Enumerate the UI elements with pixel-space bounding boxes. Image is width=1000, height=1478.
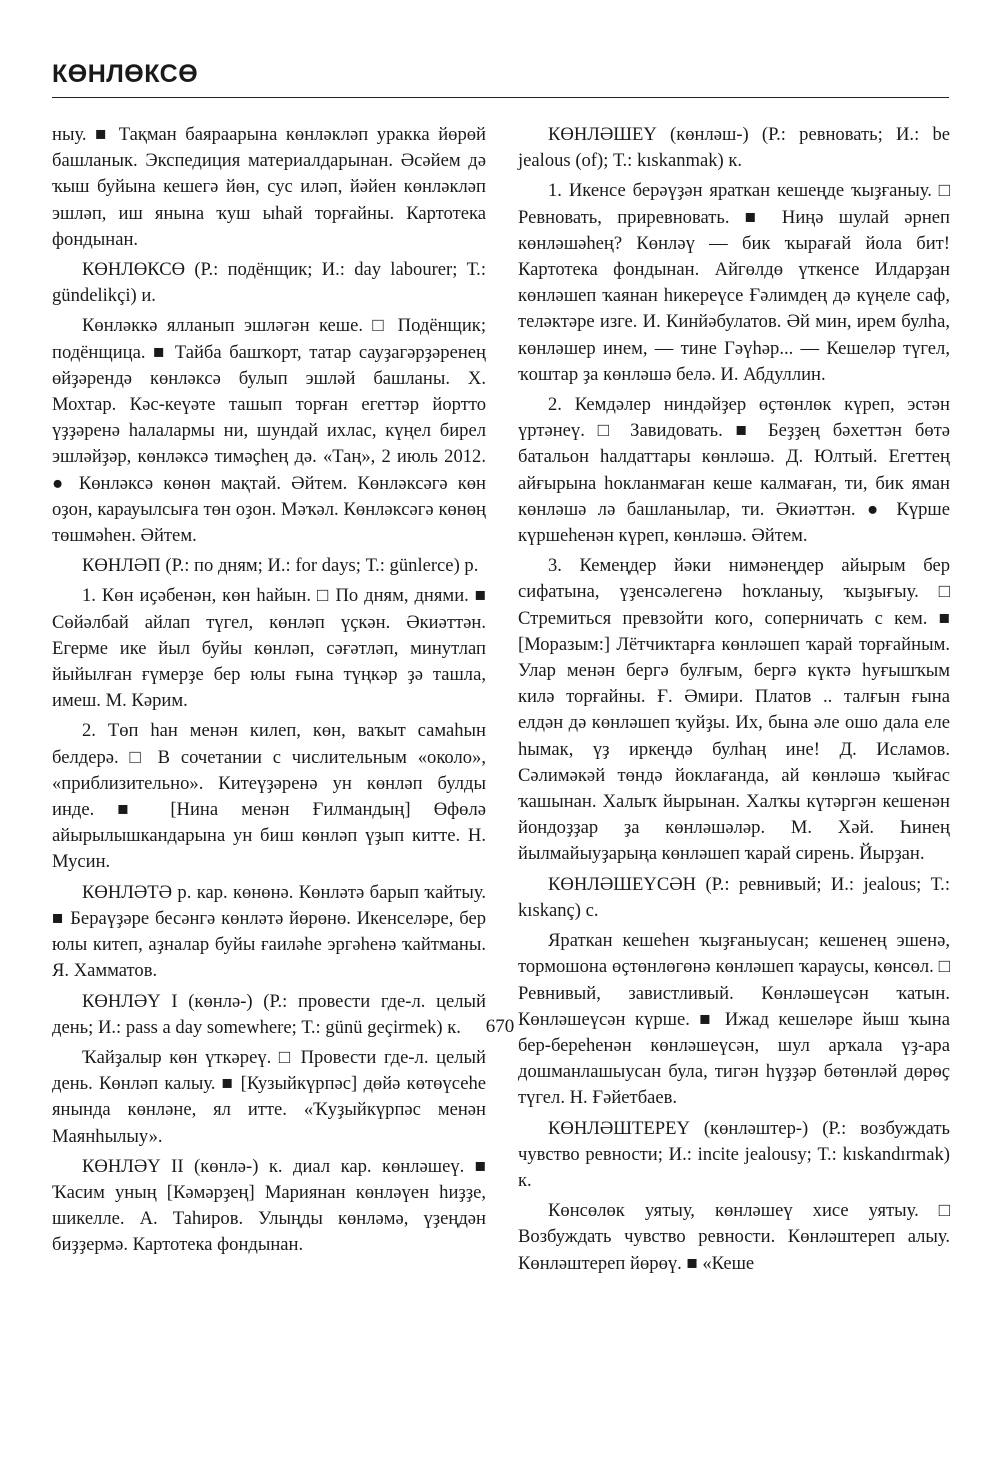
entry-headword-konlau-1: КӨНЛӘҮ I (көнлә-) (Р.: провести где-л. целый день; И.: pass a day somewhere; Т.: günü geçirmek) к. (52, 990, 486, 1038)
entry-headword-konlashtereu: КӨНЛӘШТЕРЕҮ (көнләштер-) (Р.: возбуждать чувство ревности; И.: incite jealousy; Т.: kıskandırmak) к. (518, 1117, 950, 1191)
entry-headword-konlata: КӨНЛӘТӘ р. кар. көнөнә. Көнләтә барып ҡайтыу. ■ Бераүҙәре бесәнгә көнләтә йөрөнө. Икенселәре, бер юлы китеп, аҙналар буйы ғаиләһе эргәһенә ҡайтманы. Я. Хамматов. (52, 881, 486, 982)
entry-sense-1: 1. Икенсе берәүҙән яраткан кешеңде ҡыҙғаныу. □ Ревновать, приревновать. ■ Ниңә шулай әрнеп көнләшәһең? Көнләү — бик ҡырағай йола бит! Картотека фондынан. Айгөлдө үткенсе Илдарҙан көнләшеп ҡаянан һикереүсе Ғәлимдең дә күңеле саф, теләктәре изге. И. Кинйәбулатов. Әй мин, ирем булһа, көнләшер инем, — тине Гәүһәр... — Кешеләр түгел, ҡоштар ҙа көнләшә белә. И. Абдуллин. (518, 180, 950, 385)
running-head: КӨНЛӨКСӨ (52, 60, 199, 88)
entry-sense-2: 2. Төп һан менән килеп, көн, ваҡыт самаһын белдерә. □ В сочетании с числительным «около», «приблизительно». Китеүҙәренә ун көнләп булды инде. ■ [Нина менән Ғилмандың] Өфөлә айырылышкандарына ун биш көнләп үҙып китте. Н. Мусин. (52, 720, 486, 873)
entry-headword-konlau-2: КӨНЛӘҮ II (көнлә-) к. диал кар. көнләшеү. ■ Ҡасим уның [Кәмәрҙең] Мариянан көнләүен һиҙҙе, шикелле. А. Таһиров. Улыңды көнләмә, үҙеңдән биҙҙермә. Картотека фондынан. (52, 1155, 486, 1256)
entry-sense-2: 2. Кемдәлер ниндәйҙер өҫтөнлөк күреп, эстән үртәнеү. □ Завидовать. ■ Беҙҙең бәхеттән бөтә батальон һалдаттары көнләшә. Д. Юлтый. Егеттең айғырына һокланмаған кеше калмаған, ти, бик яман көнләшә лә башланылар, ти. Әкиәттән. ● Күрше күршеһенән күреп, көнләшә. Әйтем. (518, 394, 950, 547)
left-column (52, 122, 486, 1263)
entry-sense-1: 1. Көн иҫәбенән, көн һайын. □ По дням, днями. ■ Сөйәлбай айлап түгел, көнләп үҫкән. Әкиәттән. Егерме ике йыл буйы көнләп, сәғәтләп, минутлап йыйылған ғүмерҙе бер юлы ғына түңкәр ҙә ташла, имеш. М. Кәрим. (52, 585, 486, 712)
entry-headword-konlap: КӨНЛӘП (Р.: по дням; И.: for days; Т.: günlerce) р. (82, 555, 479, 577)
entry-headword-konlasheu: КӨНЛӘШЕҮ (көнләш-) (Р.: ревновать; И.: be jealous (of); Т.: kıskanmak) к. (518, 124, 950, 172)
header-rule (52, 97, 949, 98)
entry-definition: Яраткан кешеһен ҡыҙғаныусан; кешенең эшенә, тормошона өҫтөнлөгөнә көнләшеп ҡараусы, көнсөл. □ Ревнивый, завистливый. Көнләшеүсән ҡатын. Көнләшеүсән күрше. ■ Ижад кешеләре йыш ҡына бер-береһенән көнләшеүсән, шул арҡала үҙ-ара дошманлашыусан була, тигән һүҙҙәр бөтөнләй дөрөҫ түгел. Н. Ғәйетбаев. (518, 930, 950, 1109)
entry-headword-konlasheusan: КӨНЛӘШЕҮСӘН (Р.: ревнивый; И.: jealous; Т.: kıskanç) с. (518, 873, 950, 921)
right-column (518, 122, 950, 1281)
entry-definition: Ҡайҙалыр көн үткәреү. □ Провести где-л. целый день. Көнләп калыу. ■ [Кузыйкүрпәс] дөйә көтөүсеһе янында көнләне, ял итте. «Ҡуҙыйкүрпәс менән Маянһылыу». (52, 1046, 486, 1147)
entry-definition: Көнләккә ялланып эшләгән кеше. □ Подёнщик; подёнщица. ■ Тайба башҡорт, татар сауҙагәрҙәренең өйҙәрендә көнләксә булып эшләй башланы. Х. Мохтар. Кәс-кеүәте ташып торған егеттәр йортто үҙҙәренә һалалармы ни, шундай ихлас, күңел бирел эшләйҙәр, көнләксә тимәҫһең дә. «Таң», 2 июль 2012. ● Көнләксә көнөн мақтай. Әйтем. Көнләксәгә көн оҙон, карауылсыға төн оҙон. Мәҡәл. Көнләксәгә көнөң төшмәһен. Әйтем. (52, 315, 486, 547)
page-number: 670 (485, 1016, 515, 1037)
entry-headword-konlokso: КӨНЛӨКСӨ (Р.: подёнщик; И.: day labourer; Т.: gündelikçi) и. (52, 259, 486, 307)
entry-sense-3: 3. Кемеңдер йәки нимәнеңдер айырым бер сифатына, үҙенсәлегенә һоҡланыу, ҡыҙығыу. □ Стремиться превзойти кого, соперничать с кем. ■ [Моразым:] Лётчиктарға көнләшеп ҡарай торғайным. Улар менән бергә булғым, бергә күктә һуғышҡым килә торғайны. Ғ. Әмири. Платов .. талғын ғына елдән дә көнләшеп ҡуйҙы. Их, бына әле ошо дала еле һымак, үҙ иркеңдә булһаң ине! Д. Исламов. Сәлимәкәй төндә йоклағанда, ай көнләшә ҡыйғас ҡашынан. Халыҡ йырынан. Халҡы күтәргән кешенән йондоҙҙар ҙа көнләшәләр. М. Хәй. Һинең йылмайыуҙарыңа көнләшеп ҡарай сирень. Йырҙан. (518, 555, 950, 865)
entry-continuation: ныу. ■ Тақман баяраарына көнләкләп уракка йөрөй башланык. Экспедиция материалдарынан. Әсәйем дә ҡыш буйына кешегә йөн, сус иләп, йәйен көнләкләп эшләп, иш янына ҡуш ыһай торғайны. Картотека фондынан. (52, 124, 486, 250)
entry-definition: Көнсөлөк уятыу, көнләшеү хисе уятыу. □ Возбуждать чувство ревности. Көнләштереп алыу. Көнләштереп йөрөү. ■ «Кеше (518, 1200, 950, 1274)
